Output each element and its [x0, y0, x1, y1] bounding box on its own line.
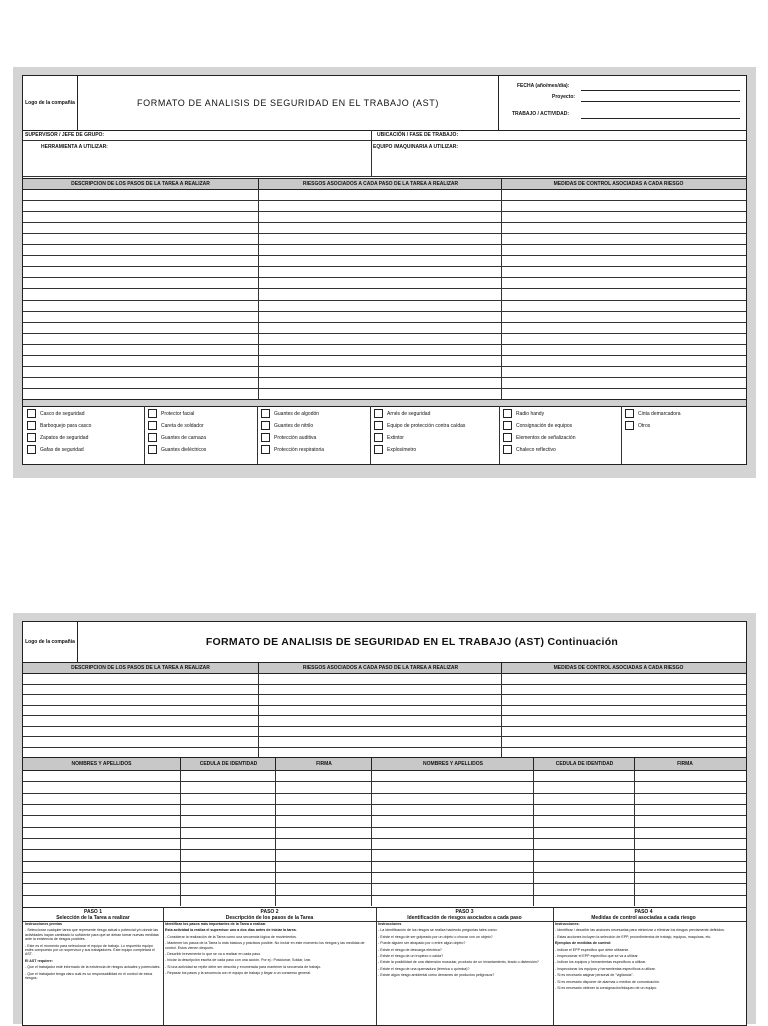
ppe-item[interactable]: [503, 421, 572, 430]
fecha-field[interactable]: [581, 90, 740, 91]
ppe-label: Cinta demarcadora: [638, 410, 681, 417]
col-header-names: NOMBRES Y APELLIDOS: [71, 761, 132, 767]
table-row-line: [23, 244, 746, 245]
ppe-label: Casco de seguridad: [40, 410, 85, 417]
step-col-divider: [376, 908, 377, 1025]
instruction-line: - Indicar el EPP específico que debe utilizarse.: [555, 947, 630, 952]
checkbox[interactable]: [261, 445, 270, 454]
instruction-line: - Si es necesario obtener la consignación/bloqueo de un equipo.: [555, 986, 658, 991]
table-row-line: [23, 793, 746, 794]
ppe-label: Elementos de señalización: [516, 434, 576, 441]
ppe-item[interactable]: [261, 433, 316, 442]
ppe-item[interactable]: [148, 409, 194, 418]
table-col-line: [180, 770, 181, 906]
table-col-line: [634, 770, 635, 906]
instruction-steps: [23, 907, 746, 1025]
instruction-line: - Si es necesario asignar personal de "vigilancia".: [555, 973, 634, 978]
step-number: PASO 2: [260, 909, 279, 915]
checkbox[interactable]: [148, 445, 157, 454]
table-row-line: [23, 705, 746, 706]
ppe-label: Radio handy: [516, 410, 545, 417]
instruction-line: Instrucciones:: [555, 922, 580, 926]
table-row-line: [23, 895, 746, 896]
instruction-line: - Si es necesario disponer de alarmas o medios de comunicación.: [555, 979, 660, 984]
col-header-signature: FIRMA: [634, 758, 735, 770]
checkbox[interactable]: [261, 409, 270, 418]
ubicacion-label: UBICACIÓN / FASE DE TRABAJO:: [377, 132, 459, 138]
row-divider: [23, 176, 746, 177]
col-header-controls: MEDIDAS DE CONTROL ASOCIADAS A CADA RIESGO: [501, 663, 735, 673]
form-title: FORMATO DE ANALISIS DE SEGURIDAD EN EL TRABAJO (AST): [137, 98, 439, 108]
form-sheet-2: [22, 621, 747, 1026]
step-number: PASO 1: [84, 909, 102, 915]
checkbox[interactable]: [503, 433, 512, 442]
ppe-label: Barboquejo para casco: [40, 422, 92, 429]
table-row-line: [23, 736, 746, 737]
step-instructions: [165, 922, 374, 1024]
ppe-label: Equipo de protección contra caídas: [387, 422, 466, 429]
table-row-line: [23, 211, 746, 212]
instruction-line: - Existe la posibilidad de una distensión muscular, producto de un levantamiento, tirado o distensión?: [378, 960, 539, 965]
ppe-item[interactable]: [27, 421, 91, 430]
ppe-item[interactable]: [625, 409, 681, 418]
checkbox[interactable]: [503, 445, 512, 454]
form-sheet-1: [22, 75, 747, 465]
step-header-divider: [23, 921, 746, 922]
task-table-continuation[interactable]: [23, 673, 746, 757]
herramienta-label: HERRAMIENTA A UTILIZAR:: [41, 144, 108, 150]
table-row-line: [23, 838, 746, 839]
ppe-col-divider: [621, 406, 622, 464]
proyecto-field[interactable]: [581, 101, 740, 102]
company-logo-placeholder: Logo de la compañía: [23, 622, 78, 662]
table-col-line: [533, 770, 534, 906]
step-title: Identificación de riesgos asociados a cada paso: [407, 915, 522, 921]
ppe-item[interactable]: [27, 445, 84, 454]
table-row-line: [23, 255, 746, 256]
ppe-label: Otros: [638, 422, 651, 429]
step-col-divider: [553, 908, 554, 1025]
ppe-label: Protección respiratoria: [274, 446, 325, 453]
table-row-line: [23, 288, 746, 289]
instruction-line: - Identificar / describir las acciones necesarias para minimizar o eliminar los riesgos previamente definidos.: [555, 928, 725, 933]
ppe-col-divider: [144, 406, 145, 464]
step-heading: [163, 909, 376, 921]
checkbox[interactable]: [27, 433, 36, 442]
supervisor-label: SUPERVISOR / JEFE DE GRUPO:: [25, 132, 105, 138]
ppe-label: Guantes de nitrilo: [274, 422, 314, 429]
header-divider: [498, 76, 499, 130]
form-header-continuation: [23, 622, 746, 663]
table-row-line: [23, 849, 746, 850]
signature-table-header: [23, 757, 746, 771]
checkbox[interactable]: [625, 421, 634, 430]
checkbox[interactable]: [503, 421, 512, 430]
fecha-label: FECHA (año/mes/día):: [517, 83, 570, 89]
checkbox[interactable]: [148, 421, 157, 430]
table-row-line: [23, 388, 746, 389]
ppe-item[interactable]: [374, 409, 430, 418]
table-row-line: [23, 277, 746, 278]
col-header-risks: RIESGOS ASOCIADOS A CADA PASO DE LA TAREA A REALIZAR: [258, 179, 502, 189]
ppe-label: Consignación de equipos: [516, 422, 573, 429]
step-title: Selección de la Tarea a realizar: [56, 915, 130, 921]
table-row-line: [23, 322, 746, 323]
table-row-line: [23, 222, 746, 223]
ppe-col-divider: [257, 406, 258, 464]
col-header-id: CEDULA DE IDENTIDAD: [180, 758, 276, 770]
checkbox[interactable]: [261, 421, 270, 430]
ppe-item[interactable]: [148, 433, 206, 442]
table-row-line: [23, 715, 746, 716]
ppe-label: Careta de soldador: [161, 422, 204, 429]
step-heading: [23, 909, 163, 921]
col-header-signature: FIRMA: [275, 758, 372, 770]
table-row-line: [23, 355, 746, 356]
checkbox[interactable]: [625, 409, 634, 418]
instruction-line: - Repasar los pasos y la secuencia con el equipo de trabajo y llegar a un consenso general.: [165, 971, 312, 976]
ppe-item[interactable]: [374, 421, 465, 430]
ppe-label: Chaleco reflectivo: [516, 446, 556, 453]
step-heading: [553, 909, 734, 921]
instruction-line: Esta actividad la realiza el supervisor uno a dos días antes de iniciar la tarea.: [165, 928, 297, 933]
table-col-line: [275, 770, 276, 906]
instruction-line: - Existe el riesgo de ser golpeado por un objeto o chocar con un objeto?: [378, 934, 493, 939]
task-table[interactable]: [23, 189, 746, 399]
table-row-line: [23, 726, 746, 727]
table-row-line: [23, 815, 746, 816]
table-row-line: [23, 781, 746, 782]
table-col-line: [501, 189, 502, 399]
row-divider: [23, 140, 746, 141]
instruction-line: - Existe el riesgo de una quemadura (térmica o química)?: [378, 966, 470, 971]
company-logo-placeholder: Logo de la compañía: [23, 76, 78, 130]
checkbox[interactable]: [374, 433, 383, 442]
ppe-label: Guantes de algodón: [274, 410, 320, 417]
trabajo-field[interactable]: [581, 118, 740, 119]
instruction-line: - Indicar los equipos y herramientas específicos a utilizar.: [555, 960, 647, 965]
instruction-line: - Existe el riesgo de un tropiezo o caída?: [378, 954, 444, 959]
instruction-line: - Que el trabajador tenga claro cuál es su responsabilidad en el control de estos riesgos.: [25, 971, 153, 981]
step-heading: [376, 909, 553, 921]
instruction-line: - Mantener los pasos de la Tarea lo más básicos y prácticos posible. No incluir en este momento los riesgos y las medidas de control. Estos vienen después.: [165, 941, 365, 950]
equipo-label: EQUIPO /MAQUINARIA A UTILIZAR:: [373, 144, 458, 150]
checkbox[interactable]: [503, 409, 512, 418]
instruction-line: - Estas acciones incluyen la selección de EPP, procedimientos de trabajo, equipos, maquinas, etc.: [555, 934, 712, 939]
checkbox[interactable]: [27, 445, 36, 454]
ppe-label: Protección auditiva: [274, 434, 317, 441]
ppe-item[interactable]: [503, 409, 544, 418]
table-col-line: [371, 770, 372, 906]
table-row-line: [23, 827, 746, 828]
ppe-item[interactable]: [503, 433, 575, 442]
instruction-line: Ejemplos de medidas de control:: [555, 941, 612, 946]
ppe-item[interactable]: [27, 433, 88, 442]
table-row-line: [23, 344, 746, 345]
checkbox[interactable]: [148, 409, 157, 418]
form-page-1: [13, 67, 756, 478]
instruction-line: - Este es el momento para seleccionar el equipo de trabajo. Lo requerido equipo estés compuesto por un supervisor y sus trabajadores. Este equipo completará el AST.: [25, 943, 155, 957]
ppe-label: Zapatos de seguridad: [40, 434, 89, 441]
ppe-item[interactable]: [148, 445, 206, 454]
trabajo-label: TRABAJO / ACTIVIDAD:: [512, 111, 570, 117]
proyecto-label: Proyecto:: [552, 94, 576, 100]
table-row-line: [23, 377, 746, 378]
ppe-label: Explosímetro: [387, 446, 417, 453]
col-header-risks: RIESGOS ASOCIADOS A CADA PASO DE LA TAREA A REALIZAR: [258, 663, 502, 673]
ppe-item[interactable]: [27, 409, 84, 418]
table-row-line: [23, 694, 746, 695]
ppe-item[interactable]: [374, 445, 416, 454]
checkbox[interactable]: [148, 433, 157, 442]
instruction-line: - Iniciar la descripción escrita de cada paso con una acción. Por ej.: Posicionar, Soldar, Izar.: [165, 958, 312, 963]
instruction-line: - Que el trabajador esté informado de la existencia de riesgos actuales y potenciales.: [25, 965, 161, 970]
form-page-2: [13, 613, 756, 1024]
col-header-id: CEDULA DE IDENTIDAD: [533, 758, 635, 770]
form-header: [23, 76, 746, 131]
instruction-line: - Seleccionar cualquier tarea que represente riesgo actual o potencial y/o donde las actividades hayan cambiado lo suficiente para que se deban tomar nuevas medidas ante la existencia de riesgos posibles.: [25, 928, 159, 942]
ppe-label: Extintor: [387, 434, 404, 441]
step-number: PASO 3: [455, 909, 474, 915]
ppe-item[interactable]: [261, 421, 313, 430]
ppe-item[interactable]: [261, 445, 324, 454]
instruction-line: - Si una actividad se repite debe ser descrita y enumerada para mantener la secuencia de trabajo.: [165, 964, 322, 969]
ppe-col-divider: [370, 406, 371, 464]
instruction-line: - Existe algún riesgo ambiental como derrames de productos peligrosos?: [378, 973, 495, 978]
table-row-line: [23, 366, 746, 367]
ppe-item[interactable]: [261, 409, 319, 418]
instruction-line: - Describir brevemente lo que se va a realizar en cada paso.: [165, 952, 262, 957]
table-row-line: [23, 311, 746, 312]
checkbox[interactable]: [27, 421, 36, 430]
table-row-line: [23, 233, 746, 234]
step-col-divider: [163, 908, 164, 1025]
table-row-line: [23, 266, 746, 267]
col-divider: [371, 130, 372, 176]
step-instructions: [378, 922, 551, 1024]
instruction-line: - La identificación de los riesgos se realiza haciendo preguntas tales como:: [378, 928, 498, 933]
table-col-line: [258, 189, 259, 399]
instruction-line: - Existe el riesgo de descarga eléctrica?: [378, 947, 442, 952]
instruction-line: - Puede alguien ser atrapado por o entre algún objeto?: [378, 941, 466, 946]
col-header-steps: DESCRIPCION DE LOS PASOS DE LA TAREA A REALIZAR: [71, 181, 210, 187]
instruction-line: Identificar los pasos más importantes de la Tarea a realizar: [165, 922, 266, 926]
ppe-label: Gafas de seguridad: [40, 446, 84, 453]
ppe-item[interactable]: [625, 421, 650, 430]
ppe-label: Arnés de seguridad: [387, 410, 431, 417]
table-row-line: [23, 872, 746, 873]
step-title: Descripción de los pasos de la Tarea: [225, 915, 314, 921]
table-row-line: [23, 300, 746, 301]
step-instructions: [555, 922, 732, 1024]
step-number: PASO 4: [634, 909, 653, 915]
table-row-line: [23, 861, 746, 862]
instruction-line: - Inspeccionar los equipos y herramientas específicos a utilizar.: [555, 966, 656, 971]
table-row-line: [23, 684, 746, 685]
ppe-checklist: [23, 406, 746, 464]
instruction-line: Instrucciones: [378, 922, 402, 926]
step-title: Medidas de control asociadas a cada riesgo: [591, 915, 696, 921]
table-row-line: [23, 200, 746, 201]
ppe-label: Guantes dieléctricos: [161, 446, 207, 453]
table-col-line: [501, 673, 502, 757]
form-title-continuation: FORMATO DE ANALISIS DE SEGURIDAD EN EL TRABAJO (AST) Continuación: [205, 636, 619, 648]
col-header-names: NOMBRES Y APELLIDOS: [371, 758, 534, 770]
instruction-line: El AST requiere:: [25, 958, 53, 963]
col-header-controls: MEDIDAS DE CONTROL ASOCIADAS A CADA RIESGO: [501, 179, 735, 189]
table-row-line: [23, 804, 746, 805]
ppe-item[interactable]: [374, 433, 404, 442]
instruction-line: - Considerar la realización de la Tarea como una secuencia lógica de movimientos.: [165, 934, 297, 939]
checkbox[interactable]: [374, 445, 383, 454]
ppe-item[interactable]: [503, 445, 556, 454]
table-row-line: [23, 333, 746, 334]
checkbox[interactable]: [27, 409, 36, 418]
ppe-col-divider: [499, 406, 500, 464]
step-instructions: [25, 922, 161, 1024]
ppe-label: Guantes de carnaza: [161, 434, 207, 441]
instruction-line: - Inspeccionar el EPP específico que se va a utilizar.: [555, 954, 639, 959]
signature-table[interactable]: [23, 770, 746, 906]
col-header-steps: DESCRIPCION DE LOS PASOS DE LA TAREA A REALIZAR: [71, 665, 210, 671]
table-row-line: [23, 883, 746, 884]
table-row-line: [23, 747, 746, 748]
ppe-item[interactable]: [148, 421, 204, 430]
checkbox[interactable]: [261, 433, 270, 442]
table-col-line: [258, 673, 259, 757]
checkbox[interactable]: [374, 421, 383, 430]
checkbox[interactable]: [374, 409, 383, 418]
instruction-line: Instrucciones previas: [25, 922, 62, 926]
ppe-label: Protector facial: [161, 410, 195, 417]
